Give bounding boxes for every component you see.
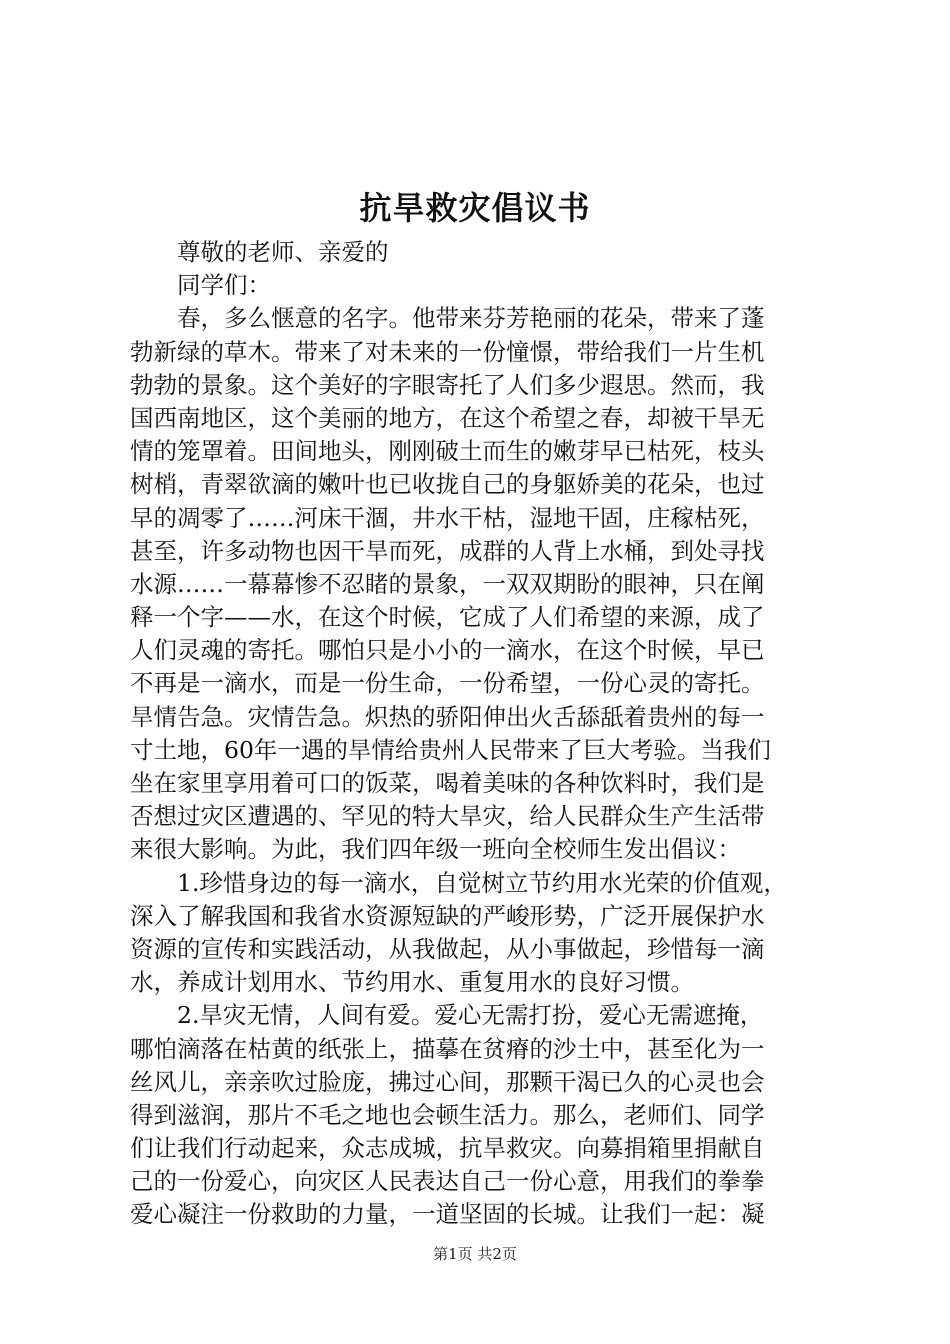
text-line: 尊敬的老师、亲爱的 [177,238,389,266]
text-line: 资源的宣传和实践活动，从我做起，从小事做起，珍惜每一滴 [130,934,765,963]
text-line: 丝风儿，亲亲吹过脸庞，拂过心间，那颗干渴已久的心灵也会 [130,1067,765,1096]
text-line: 旱情告急。灾情告急。炽热的骄阳伸出火舌舔舐着贵州的每一 [130,702,765,731]
text-line: 情的笼罩着。田间地头，刚刚破土而生的嫩芽早已枯死，枝头 [130,437,765,466]
text-line: 爱心凝注一份救助的力量，一道坚固的长城。让我们一起：凝 [130,1200,765,1229]
text-line: 们让我们行动起来，众志成城，抗旱救灾。向募捐箱里捐献自 [130,1134,765,1163]
text-line: 哪怕滴落在枯黄的纸张上，描摹在贫瘠的沙土中，甚至化为一 [130,1034,765,1063]
page-footer: 第1页 共2页 [433,1245,517,1263]
text-line: 得到滋润，那片不毛之地也会顿生活力。那么，老师们、同学 [130,1100,765,1129]
text-line: 2.旱灾无情，人间有爱。爱心无需打扮，爱心无需遮掩， [177,1001,764,1030]
text-line: 早的凋零了……河床干涸，井水干枯，湿地干固，庄稼枯死， [130,503,765,532]
text-line: 深入了解我国和我省水资源短缺的严峻形势，广泛开展保护水 [130,901,765,930]
text-line: 寸土地，60年一遇的旱情给贵州人民带来了巨大考验。当我们 [130,735,771,764]
text-line: 己的一份爱心，向灾区人民表达自己一份心意，用我们的拳拳 [130,1167,765,1196]
text-line: 坐在家里享用着可口的饭菜，喝着美味的各种饮料时，我们是 [130,769,765,797]
text-line: 1.珍惜身边的每一滴水，自觉树立节约用水光荣的价值观， [177,868,787,897]
text-line: 同学们： [177,271,271,300]
document-title: 抗旱救灾倡议书 [359,189,591,227]
text-line: 水，养成计划用水、节约用水、重复用水的良好习惯。 [130,968,694,997]
text-line: 水源……一幕幕惨不忍睹的景象，一双双期盼的眼神，只在阐 [130,569,765,598]
text-line: 人们灵魂的寄托。哪怕只是小小的一滴水，在这个时候，早已 [130,636,765,665]
document-body [130,236,830,1232]
text-line: 否想过灾区遭遇的、罕见的特大旱灾，给人民群众生产生活带 [130,802,765,831]
text-line: 春，多么惬意的名字。他带来芬芳艳丽的花朵，带来了蓬 [177,304,765,333]
text-line: 国西南地区，这个美丽的地方，在这个希望之春，却被干旱无 [130,403,765,432]
text-line: 不再是一滴水，而是一份生命，一份希望，一份心灵的寄托。 [130,669,765,698]
text-line: 来很大影响。为此，我们四年级一班向全校师生发出倡议： [130,835,741,864]
text-line: 树梢，青翠欲滴的嫩叶也已收拢自己的身躯娇美的花朵，也过 [130,470,765,499]
text-line: 勃新绿的草木。带来了对未来的一份憧憬，带给我们一片生机 [130,337,765,366]
text-line: 勃勃的景象。这个美好的字眼寄托了人们多少遐思。然而，我 [130,370,765,399]
text-line: 甚至，许多动物也因干旱而死，成群的人背上水桶，到处寻找 [130,536,765,565]
text-line: 释一个字——水，在这个时候，它成了人们希望的来源，成了 [130,603,765,632]
